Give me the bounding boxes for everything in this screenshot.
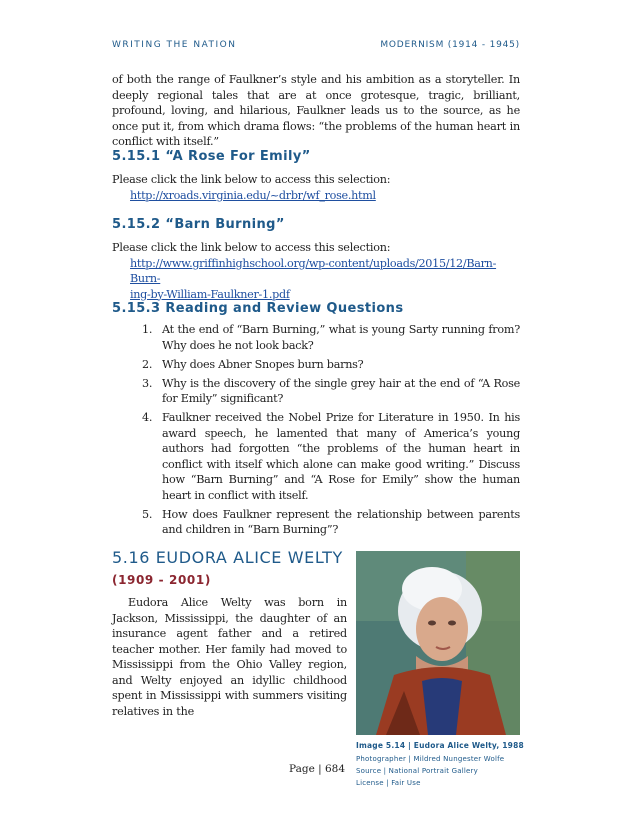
portrait-painting: [356, 551, 520, 735]
link-barn-burning-line2: ing-by-William-Faulkner-1.pdf: [130, 287, 290, 301]
eudora-welty-portrait: [356, 551, 520, 735]
section-instruction: Please click the link below to access this selection:: [112, 173, 391, 186]
section-heading-rose-for-emily: 5.15.1 “A Rose For Emily”: [112, 149, 311, 164]
section-rose-for-emily: [112, 149, 520, 203]
author-dates: (1909 - 2001): [112, 573, 211, 587]
question-item: [112, 357, 520, 373]
section-instruction: Please click the link below to access this selection:: [112, 241, 391, 254]
question-item: [112, 376, 520, 407]
running-header-left: WRITING THE NATION: [112, 40, 237, 50]
question-item: [112, 410, 520, 503]
section-review-questions: [112, 301, 520, 541]
link-barn-burning-line1: http://www.griffinhighschool.org/wp-content/uploads/2015/12/Barn-Burn-: [130, 256, 497, 285]
question-number: 4.: [142, 411, 153, 424]
intro-text: of both the range of Faulkner’s style and his ambition as a storyteller. In deeply regional tales that are at once grotesque, tragic, brilliant, profound, loving, and hilarious, Faulkner leads us to the source, as he once put it, from which drama flows: “the problems of the human heart in conflict with itself.”: [112, 73, 520, 148]
image-caption-photographer: Photographer | Mildred Nungester Wolfe: [356, 755, 505, 763]
question-number: 5.: [142, 507, 153, 521]
intro-paragraph: [112, 72, 520, 150]
question-text: Why does Abner Snopes burn barns?: [162, 357, 364, 371]
section-heading-review-questions: 5.15.3 Reading and Review Questions: [112, 301, 404, 316]
question-number: 3.: [142, 376, 153, 390]
section-eudora-welty: [112, 548, 347, 719]
link-rose-for-emily[interactable]: http://xroads.virginia.edu/~drbr/wf_rose.html: [130, 188, 376, 202]
question-text: How does Faulkner represent the relationship between parents and children in “Barn Burning”?: [162, 507, 520, 536]
question-text: Faulkner received the Nobel Prize for Literature in 1950. In his award speech, he lamented that many of America’s young authors had forgotten “the problems of the human heart in conflict with itself which alone can make good writing.” Discuss how “Barn Burning” and “A Rose for Emily” show the human heart in conflict with itself.: [162, 411, 520, 502]
image-caption-title: Image 5.14 | Eudora Alice Welty, 1988: [356, 741, 524, 750]
question-number: 1.: [142, 323, 153, 336]
section-heading-eudora-welty: 5.16 EUDORA ALICE WELTY: [112, 548, 343, 567]
question-text: Why is the discovery of the single grey hair at the end of “A Rose for Emily” significant?: [162, 376, 520, 405]
question-text: At the end of “Barn Burning,” what is young Sarty running from? Why does he not look back?: [162, 323, 520, 352]
question-item: [112, 507, 520, 538]
image-caption-source: Source | National Portrait Gallery: [356, 767, 478, 775]
question-item: [112, 322, 520, 353]
link-barn-burning[interactable]: [130, 256, 520, 303]
question-number: 2.: [142, 357, 153, 371]
running-header-right: MODERNISM (1914 - 1945): [380, 40, 520, 50]
welty-bio-text: Eudora Alice Welty was born in Jackson, Mississippi, the daughter of an insurance agent father and a retired teacher mother. Her family had moved to Mississippi from the Ohio Valley region, and Welty enjoyed an idyllic childhood spent in Mississippi with summers visiting relatives in the: [112, 596, 347, 718]
image-caption-license: License | Fair Use: [356, 779, 421, 787]
section-barn-burning: [112, 217, 520, 302]
page-number: Page | 684: [289, 763, 346, 775]
section-heading-barn-burning: 5.15.2 “Barn Burning”: [112, 217, 285, 232]
questions-list: [112, 322, 520, 538]
